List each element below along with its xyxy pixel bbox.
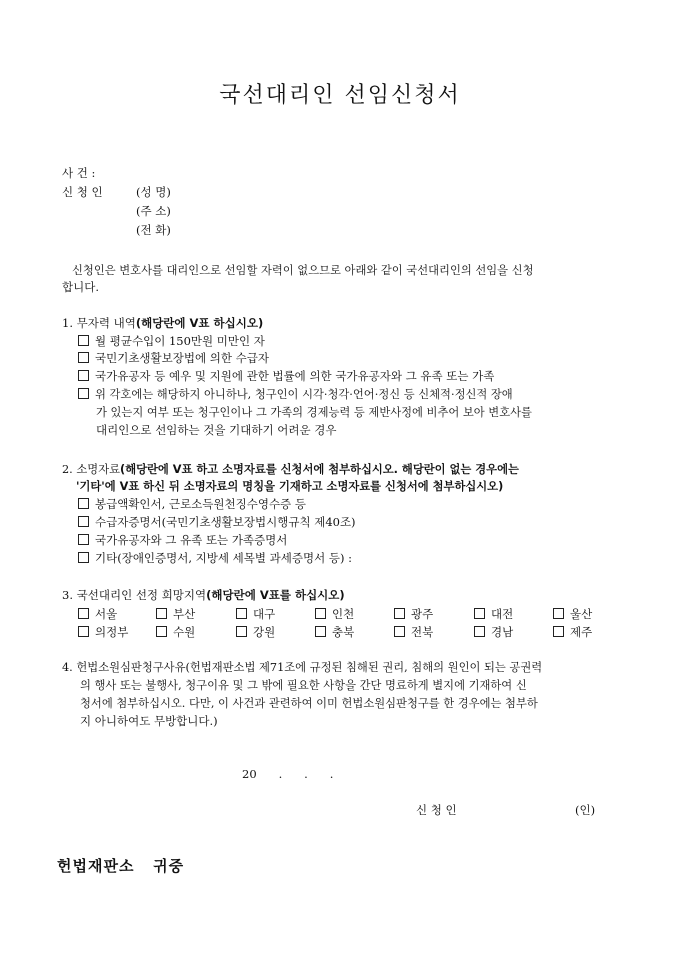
region-option	[156, 624, 195, 640]
region-option	[236, 606, 275, 622]
checkbox[interactable]	[394, 626, 405, 637]
section1-heading	[62, 315, 263, 331]
checkbox[interactable]	[315, 608, 326, 619]
checkbox[interactable]	[156, 608, 167, 619]
region-option	[394, 606, 433, 622]
section4-line-3: 청서에 첨부하십시오. 다만, 이 사건과 관련하여 이미 헌법소원심판청구를 한 경우에는 첨부하	[80, 697, 538, 710]
checkbox[interactable]	[78, 498, 89, 509]
address-label: (주 소)	[136, 204, 171, 218]
region-option-label: 부산	[173, 607, 196, 621]
region-option-label: 서울	[95, 607, 118, 621]
region-option	[394, 624, 433, 640]
section2-heading	[62, 461, 519, 477]
section1-heading-text: 1. 무자력 내역	[62, 316, 136, 330]
region-option-label: 울산	[570, 607, 593, 621]
region-option	[315, 624, 354, 640]
region-option	[553, 606, 592, 622]
checkbox[interactable]	[78, 388, 89, 399]
section3-heading-text: 3. 국선대리인 선정 희망지역	[62, 588, 207, 602]
name-label: (성 명)	[136, 185, 171, 199]
region-option-label: 강원	[253, 625, 276, 639]
page-title: 국선대리인 선임신청서	[219, 83, 461, 108]
section2-item-4-label: 기타(장애인증명서, 지방세 세목별 과세증명서 등) :	[95, 551, 352, 565]
section1-item-4	[78, 386, 513, 402]
section2-heading-note-2: '기타'에 V표 하신 뒤 소명자료의 명칭을 기재하고 소명자료를 신청서에 첨부하십시오)	[76, 480, 504, 493]
checkbox[interactable]	[553, 608, 564, 619]
region-option-label: 인천	[332, 607, 355, 621]
addressee: 헌법재판소 귀중	[57, 857, 185, 875]
region-option-label: 광주	[411, 607, 434, 621]
region-option-label: 전북	[411, 625, 434, 639]
signature-seal: (인)	[575, 803, 596, 817]
section2-heading-text: 2. 소명자료	[62, 463, 121, 476]
checkbox[interactable]	[78, 552, 89, 563]
region-option-label: 경남	[491, 625, 514, 639]
section3-heading	[62, 587, 345, 603]
checkbox[interactable]	[236, 626, 247, 637]
section2-item-2	[78, 514, 356, 530]
date-line: 20 . . .	[242, 767, 334, 781]
section4-line-2: 의 행사 또는 불행사, 청구이유 및 그 밖에 필요한 사항을 간단 명료하게 별지에 기재하여 신	[80, 679, 527, 692]
section2-item-1-label: 봉급액확인서, 근로소득원천징수영수증 등	[95, 497, 306, 511]
applicant-label: 신 청 인	[62, 185, 103, 199]
checkbox[interactable]	[394, 608, 405, 619]
region-option	[474, 606, 513, 622]
section1-item-1	[78, 333, 265, 349]
region-option-label: 충북	[332, 625, 355, 639]
region-option	[78, 606, 117, 622]
section1-item-2-label: 국민기초생활보장법에 의한 수급자	[95, 351, 269, 365]
section2-item-3	[78, 532, 287, 548]
section1-item-1-label: 월 평균수입이 150만원 미만인 자	[95, 334, 265, 348]
region-option	[78, 624, 128, 640]
checkbox[interactable]	[78, 626, 89, 637]
region-option-label: 대구	[253, 607, 276, 621]
section2-item-4	[78, 550, 352, 566]
checkbox[interactable]	[78, 352, 89, 363]
section4-line-4: 지 아니하여도 무방합니다.)	[80, 714, 218, 728]
section2-item-2-label: 수급자증명서(국민기초생활보장법시행규칙 제40조)	[95, 515, 356, 529]
checkbox[interactable]	[553, 626, 564, 637]
checkbox[interactable]	[78, 516, 89, 527]
section1-item-4-cont-1: 가 있는지 여부 또는 청구인이나 그 가족의 경제능력 등 제반사정에 비추어 보아 변호사를	[96, 406, 532, 419]
section2-item-3-label: 국가유공자와 그 유족 또는 가족증명서	[95, 533, 288, 547]
region-option	[315, 606, 354, 622]
section1-item-4-cont-2: 대리인으로 선임하는 것을 기대하기 어려운 경우	[96, 423, 337, 437]
section1-item-2	[78, 350, 269, 366]
checkbox[interactable]	[78, 534, 89, 545]
region-option-label: 제주	[570, 625, 593, 639]
section2-item-1	[78, 496, 306, 512]
checkbox[interactable]	[236, 608, 247, 619]
section1-item-3	[78, 368, 494, 384]
region-option	[553, 624, 592, 640]
checkbox[interactable]	[156, 626, 167, 637]
intro-line-1: 신청인은 변호사를 대리인으로 선임할 자력이 없으므로 아래와 같이 국선대리인의 선임을 신청	[72, 264, 534, 277]
region-option-label: 수원	[173, 625, 196, 639]
phone-label: (전 화)	[136, 223, 171, 237]
region-option	[474, 624, 513, 640]
intro-line-2: 합니다.	[62, 280, 99, 294]
section1-heading-note: (해당란에 V표 하십시오)	[135, 316, 264, 330]
case-label: 사 건 :	[62, 166, 96, 180]
signature-label: 신 청 인	[416, 803, 457, 817]
checkbox[interactable]	[78, 370, 89, 381]
section2-heading-note-1: (해당란에 V표 하고 소명자료를 신청서에 첨부하십시오. 해당란이 없는 경우에는	[120, 463, 519, 476]
checkbox[interactable]	[78, 335, 89, 346]
region-option-label: 의정부	[95, 625, 129, 639]
checkbox[interactable]	[315, 626, 326, 637]
section4-line-1: 4. 헌법소원심판청구사유(헌법재판소법 제71조에 규정된 침해된 권리, 침해의 원인이 되는 공권력	[62, 661, 543, 674]
section1-item-3-label: 국가유공자 등 예우 및 지원에 관한 법률에 의한 국가유공자와 그 유족 또는 가족	[95, 369, 495, 383]
section1-item-4-label: 위 각호에는 해당하지 아니하나, 청구인이 시각·청각·언어·정신 등 신체적·정신적 장애	[95, 388, 513, 401]
region-option-label: 대전	[491, 607, 514, 621]
region-option	[236, 624, 275, 640]
section3-heading-note: (해당란에 V표를 하십시오)	[206, 588, 345, 602]
checkbox[interactable]	[78, 608, 89, 619]
checkbox[interactable]	[474, 608, 485, 619]
region-option	[156, 606, 195, 622]
checkbox[interactable]	[474, 626, 485, 637]
